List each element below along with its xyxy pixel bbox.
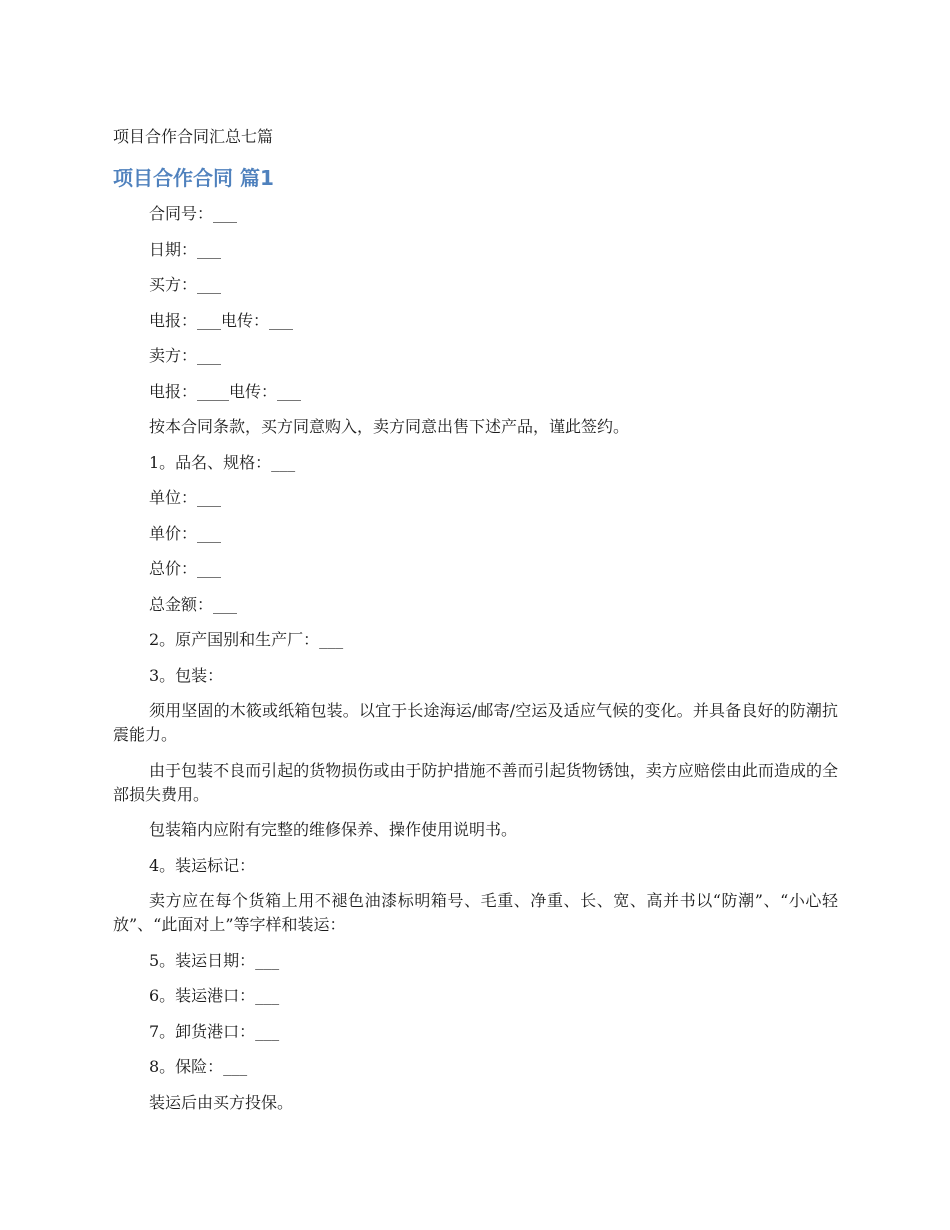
paragraph-buyer-telegram-telex: 电报：___电传：___ xyxy=(149,310,294,330)
paragraph-unit: 单位：___ xyxy=(149,488,222,507)
paragraph-packing-manual: 包装箱内应附有完整的维修保养、操作使用说明书。 xyxy=(149,820,518,839)
paragraph-date: 日期：___ xyxy=(149,239,222,259)
paragraph-packing-liability: 由于包装不良而引起的货物损伤或由于防护措施不善而引起货物锈蚀，卖方应赔偿由此而造成的全部损失费用。 xyxy=(113,760,838,804)
paragraph-packing-requirement: 须用坚固的木筱或纸箱包装。以宜于长途海运/邮寄/空运及适应气候的变化。并具备良好的防潮抗震能力。 xyxy=(113,701,838,744)
paragraph-item-4-shipping-marks: 4。装运标记： xyxy=(149,855,256,875)
paragraph-item-7-discharge-port: 7。卸货港口：___ xyxy=(149,1021,280,1041)
paragraph-agreement-statement: 按本合同条款，买方同意购入，卖方同意出售下述产品，谨此签约。 xyxy=(149,417,630,436)
paragraph-item-5-shipment-date: 5。装运日期：___ xyxy=(149,950,280,970)
paragraph-item-1-name-spec: 1。品名、规格：___ xyxy=(149,452,296,472)
paragraph-item-8-insurance: 8。保险：___ xyxy=(149,1057,248,1076)
document-title: 项目合作合同汇总七篇 xyxy=(113,127,274,146)
paragraph-shipping-marks-detail: 卖方应在每个货箱上用不褪色油漆标明箱号、毛重、净重、长、宽、高并书以“防潮”、“小心轻放”、“此面对上”等字样和装运： xyxy=(113,891,838,934)
paragraph-item-6-loading-port: 6。装运港口：___ xyxy=(149,986,280,1005)
paragraph-total-price: 总价：___ xyxy=(149,559,222,578)
paragraph-unit-price: 单价：___ xyxy=(149,523,222,543)
contract-body xyxy=(113,202,838,1126)
section-heading: 项目合作合同 篇1 xyxy=(113,166,274,190)
paragraph-total-amount: 总金额：___ xyxy=(149,594,238,614)
paragraph-seller-telegram-telex: 电报：____电传：___ xyxy=(149,381,302,401)
paragraph-seller: 卖方：___ xyxy=(149,346,222,365)
paragraph-buyer: 买方：___ xyxy=(149,275,222,294)
paragraph-contract-number: 合同号：___ xyxy=(149,204,238,223)
paragraph-item-2-origin: 2。原产国别和生产厂：___ xyxy=(149,630,344,649)
paragraph-insurance-note: 装运后由买方投保。 xyxy=(149,1092,294,1112)
paragraph-item-3-packing: 3。包装： xyxy=(149,665,224,685)
